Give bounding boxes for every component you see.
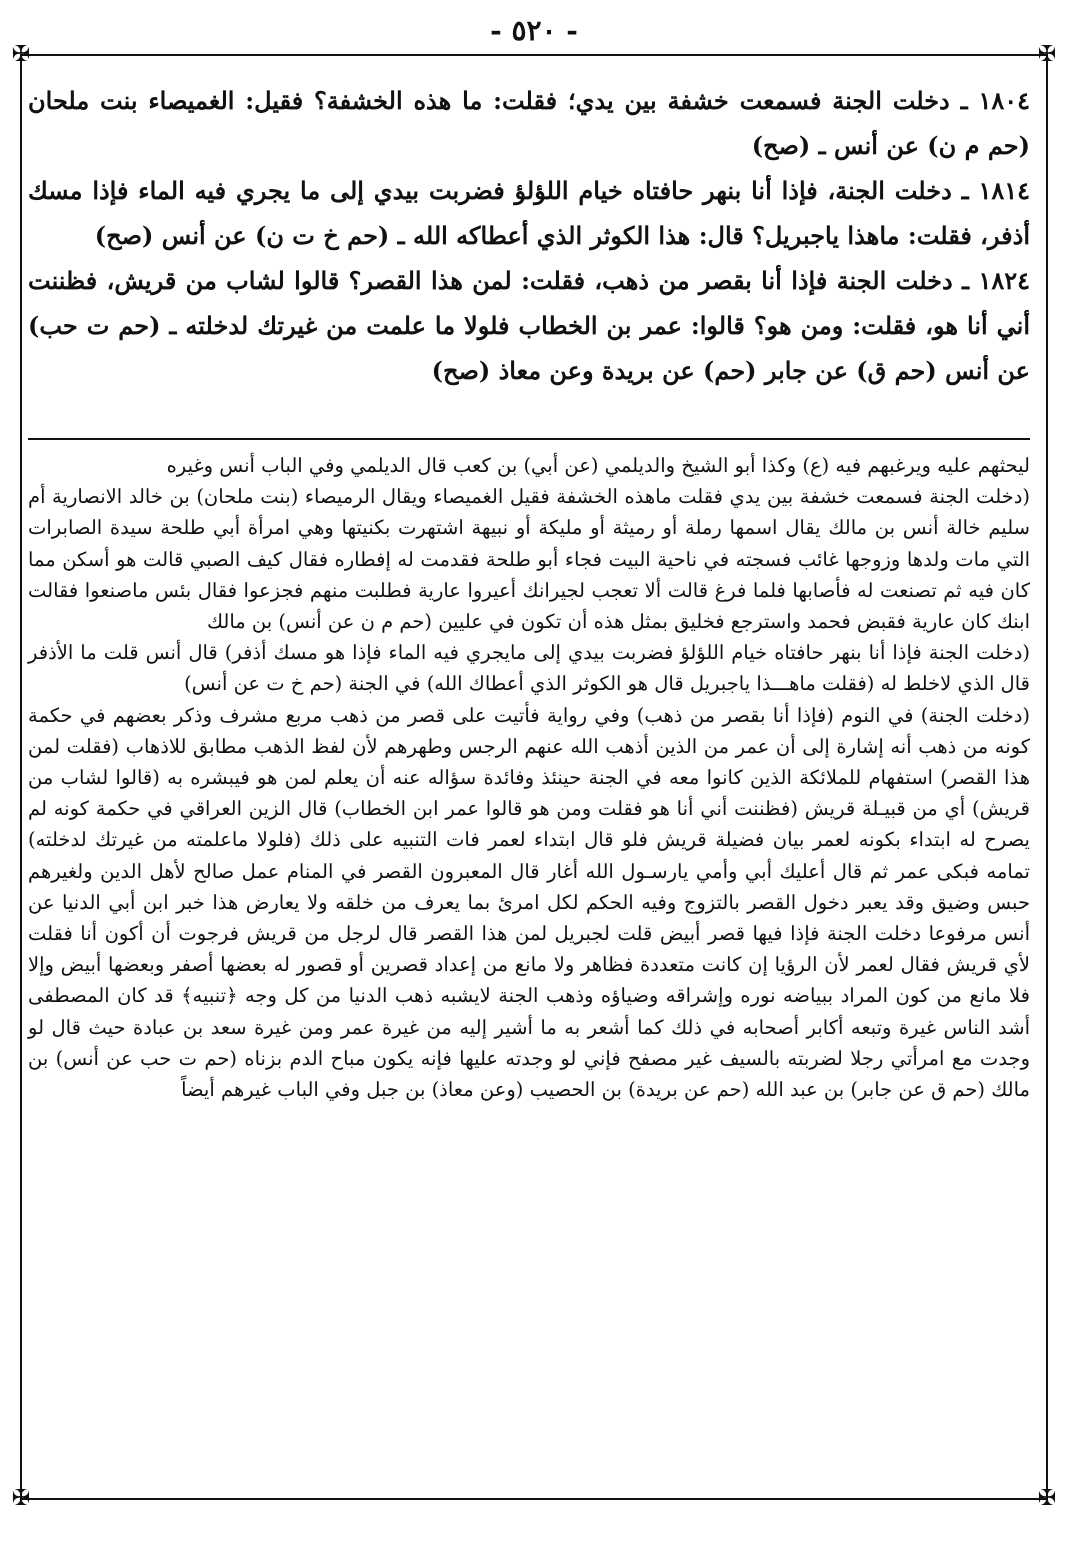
corner-ornament-icon: ✠ [1037,42,1057,67]
section-separator [28,438,1030,440]
hadith-2: ١٨١٤ ـ دخلت الجنة، فإذا أنا بنهر حافتاه خيام اللؤلؤ فضربت بيدي إلى ما يجري فيه الماء فإذا مسك أذفر، فقلت: ماهذا ياجبريل؟ قال: هذا الكوثر الذي أعطاكه الله ـ (حم خ ت ن) عن أنس (صح) [28,176,1030,250]
hadith-1: ١٨٠٤ ـ دخلت الجنة فسمعت خشفة بين يدي؛ فقلت: ما هذه الخشفة؟ فقيل: الغميصاء بنت ملحان (حم م ن) عن أنس ـ (صح) [28,86,1030,160]
page-number: - ٥٢٠ - [490,14,578,47]
left-rule [20,54,22,1500]
corner-ornament-icon: ✠ [11,42,31,67]
bottom-rule [20,1498,1048,1500]
commentary-paragraph: (دخلت الجنة) في النوم (فإذا أنا بقصر من ذهب) وفي رواية فأتيت على قصر من ذهب مربع مشرف وذكر بعضهم في حكمة كونه من ذهب أنه إشارة إلى أن عمر من الذين أذهب الله عنهم الرجس وطهرهم لأن لفظ الذهب مطابق للاذهاب (فقلت لمن هذا القصر) استفهام للملائكة الذين كانوا معه في الجنة حينئذ وفائدة سؤاله عنه أن يعلم لمن هو فيبشره به (قالوا لشاب من قريش) أي من قبيـلة قريش (فظننت أني أنا هو فقلت ومن هو قالوا عمر ابن الخطاب) قال الزين العراقي في حكمة كونه لم يصرح له ابتداء بكونه لعمر بيان فضيلة قريش فلو قال ابتداء لعمر فات التنبيه على ذلك (فلولا ماعلمته من غيرتك لدخلته) تمامه فبكى عمر ثم قال أعليك أبي وأمي يارسـول الله أغار قال المعبرون القصر في المنام عمل صالح لأهل الدين ولغيرهم حبس وضيق وقد يعبر دخول القصر بالتزوج وفيه الحكم لكل امرئ بما يعرف من خلقه ولا يعارض هذا خبر ابن أبي الدنيا عن أنس مرفوعا دخلت الجنة فإذا فيها قصر أبيض قلت لجبريل لمن هذا القصر قال لرجل من قريش فرجوت أن أكون أنا فقلت لأي قريش فقال لعمر لأن الرؤيا إن كانت متعددة فظاهر ولا مانع من إعداد قصرين أو قصور له بعضها أصفر وبعضها أبيض وإلا فلا مانع من كون المراد ببياضه نوره وإشراقه وضياؤه وذهب الجنة لايشبه ذهب الدنيا من كل وجه ﴿تنبيه﴾ قد كان المصطفى أشد الناس غيرة وتبعه أكابر أصحابه في ذلك كما أشعر به ما أشير إليه من غيرة عمر ومن غيرة سعد بن عبادة حيث قال لو وجدت مع امرأتي رجلا لضربته بالسيف غير مصفح فإني لو وجدته عليها فإنه يكون مباح الدم بزناه (حم ت حب عن أنس) بن مالك (حم ق عن جابر) بن عبد الله (حم عن بريدة) بن الحصيب (وعن معاذ) بن جبل وفي الباب غيرهم أيضاً [28,703,1030,1102]
hadith-main-text [28,78,1030,393]
right-rule [1046,54,1048,1500]
corner-ornament-icon: ✠ [1037,1486,1057,1511]
corner-ornament-icon: ✠ [11,1486,31,1511]
commentary-paragraph: (دخلت الجنة فإذا أنا بنهر حافتاه خيام اللؤلؤ فضربت بيدي إلى مايجري فيه الماء فإذا هو مسك أذفر) قال أنس قلت ما الأذفر قال الذي لاخلط له (فقلت ماهـــذا ياجبريل قال هو الكوثر الذي أعطاك الله) في الجنة (حم خ ت عن أنس) [28,641,1030,696]
commentary-paragraph: (دخلت الجنة فسمعت خشفة بين يدي فقلت ماهذه الخشفة فقيل الغميصاء ويقال الرميصاء (بنت ملحان) بن خالد الانصارية أم سليم خالة أنس بن مالك يقال اسمها رملة أو رميثة أو مليكة أو نبيهة اشتهرت بكنيتها وهي امرأة أبي طلحة سيدة الصابرات التي مات ولدها وزوجها غائب فسجته في ناحية البيت فجاء أبو طلحة فقدمت له إفطاره فقال كيف الصبي قالت هو أسكن مما كان فيه ثم تصنعت له فأصابها فلما فرغ قالت ألا تعجب لجيرانك أعيروا عارية فطلبت منهم فجزعوا فقال بئس ماصنعوا فقالت ابنك كان عارية فقبض فحمد واسترجع فخليق بمثل هذه أن تكون في عليين (حم م ن عن أنس) بن مالك [28,485,1030,634]
hadith-3: ١٨٢٤ ـ دخلت الجنة فإذا أنا بقصر من ذهب، فقلت: لمن هذا القصر؟ قالوا لشاب من قريش، فظننت أني أنا هو، فقلت: ومن هو؟ قالوا: عمر بن الخطاب فلولا ما علمت من غيرتك لدخلته ـ (حم ت حب) عن أنس (حم ق) عن جابر (حم) عن بريدة وعن معاذ (صح) [28,266,1031,385]
commentary-paragraph: ليحثهم عليه ويرغبهم فيه (ع) وكذا أبو الشيخ والديلمي (عن أبي) بن كعب قال الديلمي وفي الباب أنس وغيره [166,454,1030,477]
top-rule [20,54,1048,56]
commentary-text [28,450,1030,1105]
